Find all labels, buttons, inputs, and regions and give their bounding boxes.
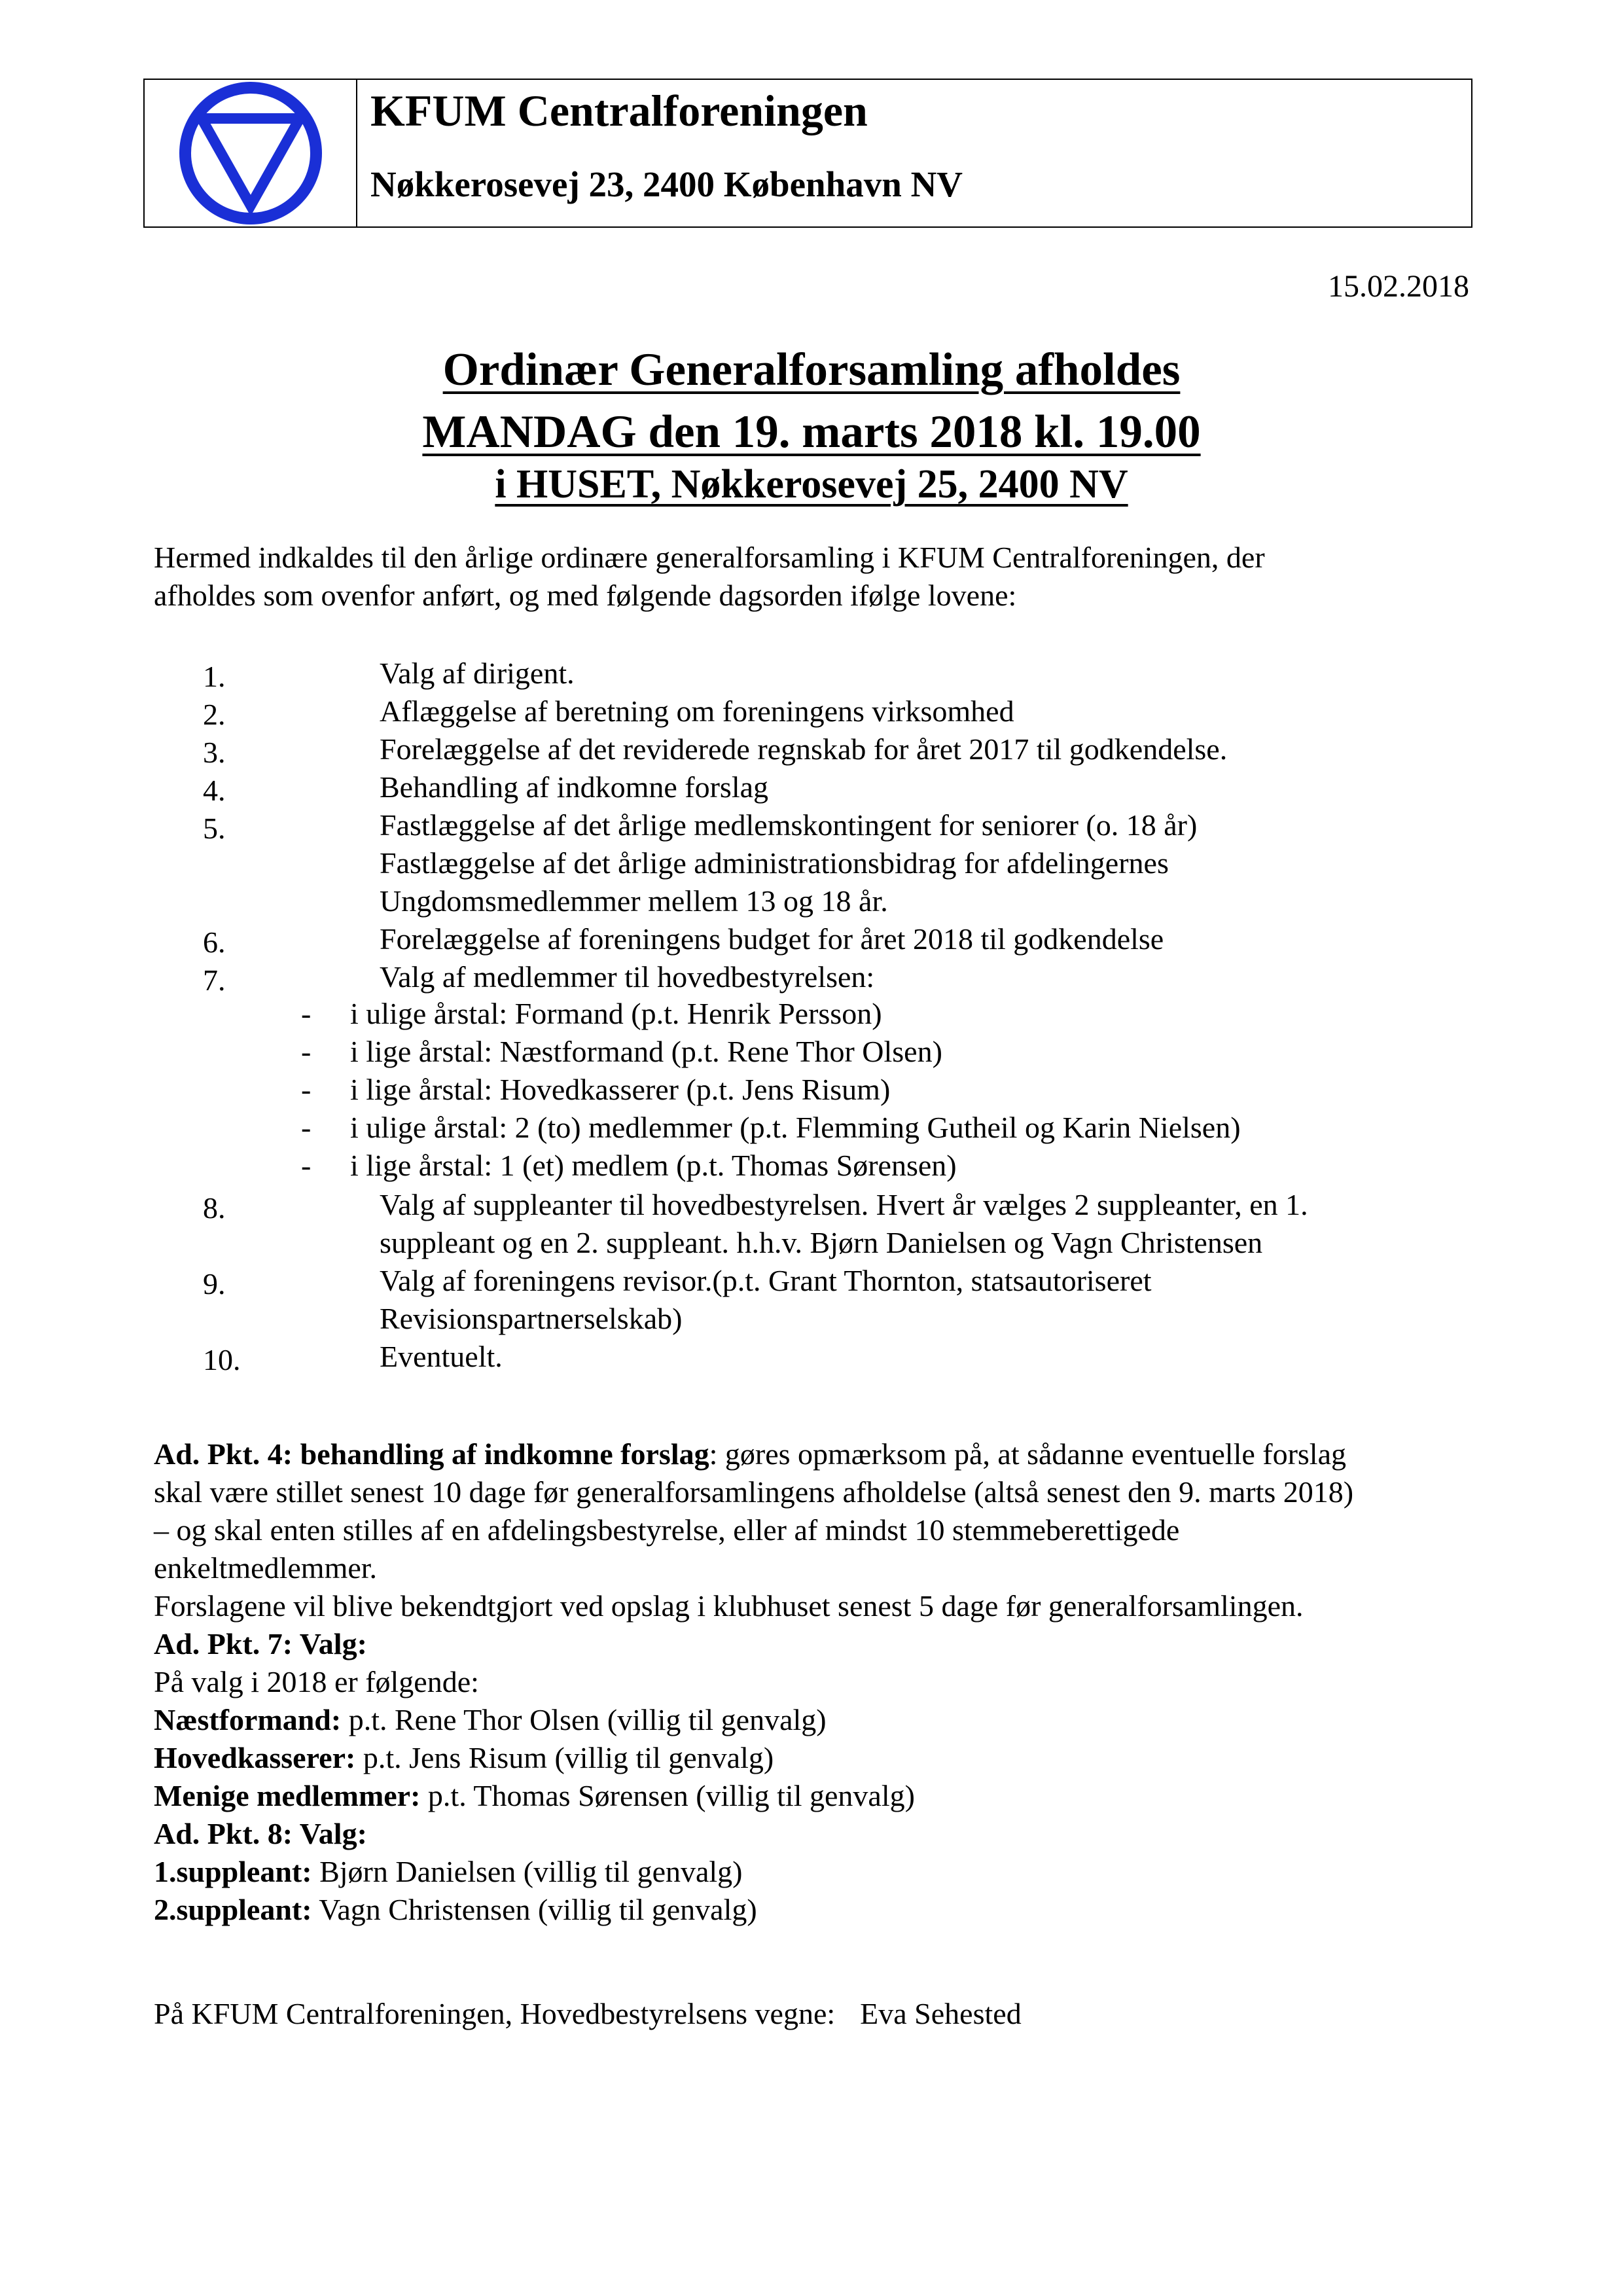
agenda-item: Forelæggelse af foreningens budget for året 2018 til godkendelse <box>380 922 1164 956</box>
sub-item: i ulige årstal: 2 (to) medlemmer (p.t. Flemming Gutheil og Karin Nielsen) <box>350 1111 1241 1144</box>
agenda-number: 4. <box>203 774 226 807</box>
sub-item: i lige årstal: Hovedkasserer (p.t. Jens Risum) <box>350 1073 891 1106</box>
pkt8-label: Ad. Pkt. 8: Valg: <box>154 1817 367 1850</box>
agenda-number: 2. <box>203 698 226 731</box>
letterhead <box>143 79 1472 228</box>
pkt4-text: : gøres opmærksom på, at sådanne eventuelle forslag <box>709 1437 1346 1471</box>
signature-line <box>154 1995 1022 2033</box>
bullet-dash: - <box>301 1149 312 1182</box>
role-label: Næstformand: <box>154 1703 342 1736</box>
agenda-item <box>380 1262 1152 1338</box>
sub-item: i lige årstal: Næstformand (p.t. Rene Thor Olsen) <box>350 1035 942 1068</box>
note-line <box>154 1739 1353 1777</box>
notes-section <box>154 1435 1353 1929</box>
document-date: 15.02.2018 <box>1328 269 1469 304</box>
agenda-item: Eventuelt. <box>380 1340 503 1373</box>
org-name: KFUM Centralforeningen <box>370 86 868 135</box>
role-label: Hovedkasserer: <box>154 1741 356 1774</box>
intro-paragraph <box>154 539 1265 615</box>
agenda-item: Valg af dirigent. <box>380 656 575 690</box>
role-value: Vagn Christensen (villig til genvalg) <box>312 1893 757 1926</box>
pkt7-label: Ad. Pkt. 7: Valg: <box>154 1627 367 1660</box>
agenda-item-line: Revisionspartnerselskab) <box>380 1302 683 1335</box>
agenda-number: 9. <box>203 1267 226 1300</box>
agenda-item-line: Valg af suppleanter til hovedbestyrelsen. Hvert år vælges 2 suppleanter, en 1. <box>380 1188 1308 1221</box>
note-line: skal være stillet senest 10 dage før generalforsamlingens afholdelse (altså senest den 9. marts 2018) <box>154 1475 1354 1509</box>
title-line-1: Ordinær Generalforsamling afholdes <box>442 344 1181 395</box>
role-label: 1.suppleant: <box>154 1855 312 1888</box>
title-line-3: i HUSET, Nøkkerosevej 25, 2400 NV <box>495 462 1128 507</box>
sub-item: i ulige årstal: Formand (p.t. Henrik Persson) <box>350 997 882 1030</box>
agenda-item-line: suppleant og en 2. suppleant. h.h.v. Bjørn Danielsen og Vagn Christensen <box>380 1226 1263 1259</box>
role-label: Menige medlemmer: <box>154 1779 421 1812</box>
org-info <box>357 80 1471 226</box>
role-value: p.t. Jens Risum (villig til genvalg) <box>355 1741 774 1774</box>
note-line: Forslagene vil blive bekendtgjort ved opslag i klubhuset senest 5 dage før generalforsamlingen. <box>154 1589 1304 1623</box>
intro-line-1: Hermed indkaldes til den årlige ordinære generalforsamling i KFUM Centralforeningen, der <box>154 541 1265 574</box>
agenda-number: 3. <box>203 736 226 769</box>
intro-line-2: afholdes som ovenfor anført, og med følgende dagsorden ifølge lovene: <box>154 579 1017 612</box>
agenda-number: 8. <box>203 1191 226 1225</box>
logo-cell <box>145 80 357 226</box>
agenda-number: 1. <box>203 660 226 693</box>
agenda-item-line: Ungdomsmedlemmer mellem 13 og 18 år. <box>380 884 888 918</box>
note-line: På valg i 2018 er følgende: <box>154 1665 479 1698</box>
role-value: p.t. Rene Thor Olsen (villig til genvalg) <box>341 1703 827 1736</box>
note-line <box>154 1701 1353 1739</box>
pkt4-label: Ad. Pkt. 4: behandling af indkomne forslag <box>154 1437 709 1471</box>
bullet-dash: - <box>301 1035 312 1068</box>
agenda-item: Aflæggelse af beretning om foreningens virksomhed <box>380 694 1014 728</box>
bullet-dash: - <box>301 997 312 1030</box>
agenda-item-line: Fastlæggelse af det årlige administrationsbidrag for afdelingernes <box>380 846 1169 880</box>
signature-text: På KFUM Centralforeningen, Hovedbestyrelsens vegne: <box>154 1997 836 2030</box>
note-line: – og skal enten stilles af en afdelingsbestyrelse, eller af mindst 10 stemmeberettigede <box>154 1513 1180 1547</box>
note-line <box>154 1777 1353 1815</box>
agenda-number: 5. <box>203 812 226 845</box>
note-line <box>154 1435 1353 1473</box>
agenda-item <box>380 1186 1308 1262</box>
agenda-number: 7. <box>203 963 226 997</box>
note-line <box>154 1891 1353 1929</box>
agenda-item-line: Fastlæggelse af det årlige medlemskontingent for seniorer (o. 18 år) <box>380 808 1198 842</box>
agenda-item: Forelæggelse af det reviderede regnskab for året 2017 til godkendelse. <box>380 732 1228 766</box>
agenda-item <box>380 806 1197 920</box>
role-value: p.t. Thomas Sørensen (villig til genvalg) <box>420 1779 915 1812</box>
title-line-2: MANDAG den 19. marts 2018 kl. 19.00 <box>422 406 1201 457</box>
sub-item: i lige årstal: 1 (et) medlem (p.t. Thomas Sørensen) <box>350 1149 957 1182</box>
kfum-logo-icon <box>175 78 326 228</box>
agenda-number: 6. <box>203 925 226 959</box>
agenda-number: 10. <box>203 1343 241 1376</box>
bullet-dash: - <box>301 1111 312 1144</box>
org-address: Nøkkerosevej 23, 2400 København NV <box>370 164 963 204</box>
agenda-item: Valg af medlemmer til hovedbestyrelsen: <box>380 960 875 994</box>
note-line: enkeltmedlemmer. <box>154 1551 378 1585</box>
role-label: 2.suppleant: <box>154 1893 312 1926</box>
role-value: Bjørn Danielsen (villig til genvalg) <box>312 1855 743 1888</box>
note-line <box>154 1853 1353 1891</box>
agenda-item: Behandling af indkomne forslag <box>380 770 769 804</box>
agenda-item-line: Valg af foreningens revisor.(p.t. Grant Thornton, statsautoriseret <box>380 1264 1152 1297</box>
signature-name: Eva Sehested <box>860 1997 1022 2030</box>
bullet-dash: - <box>301 1073 312 1106</box>
